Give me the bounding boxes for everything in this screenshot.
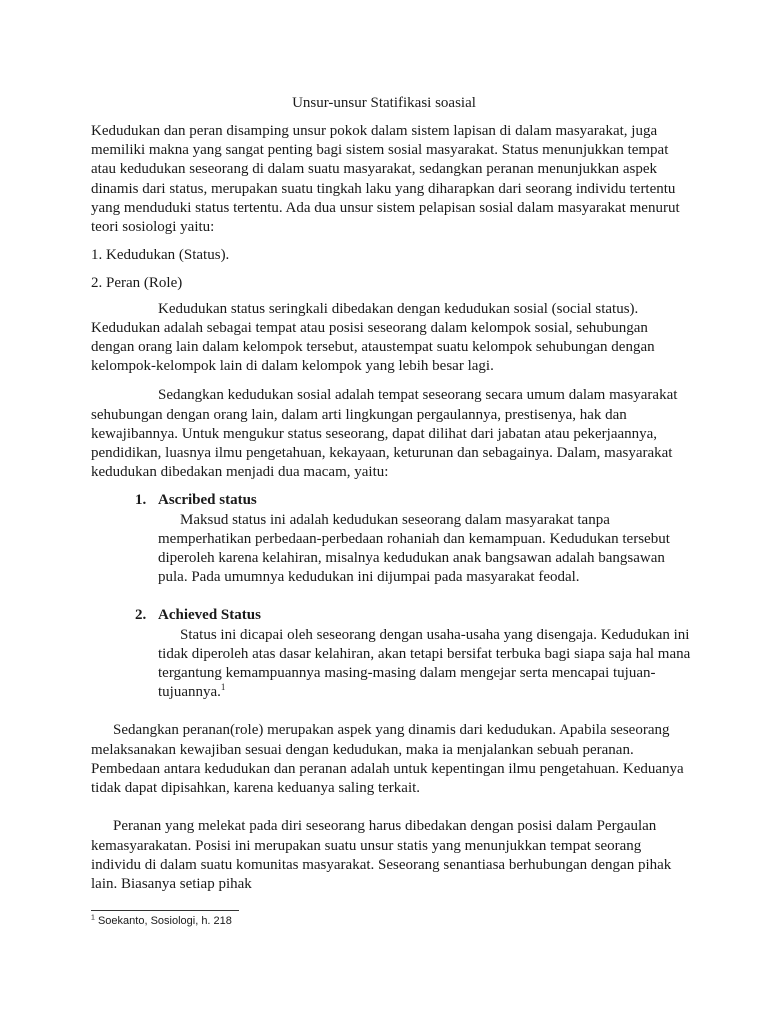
kedudukan-paragraph: Kedudukan status seringkali dibedakan dengan kedudukan sosial (social status). Kedudukan adalah sebagai tempat atau posisi seseorang dalam kelompok sosial, sehubungan dengan orang lain dalam kelompok tersebut, ataustempat suatu kelompok sehubungan dengan kelompok-kelompok lain di dalam kelompok yang lebih besar lagi. [91, 300, 655, 375]
footnote-marker: 1 [91, 914, 95, 922]
page-title: Unsur-unsur Statifikasi soasial [292, 95, 476, 111]
footnote [91, 914, 232, 928]
document-body [91, 122, 691, 894]
item-number: 2. [135, 607, 147, 624]
peranan-melekat-paragraph: Peranan yang melekat pada diri seseorang harus dibedakan dengan posisi dalam Pergaulan kemasyarakatan. Posisi ini merupakan suatu unsur statis yang menunjukkan tempat seorang individu di dalam suatu komunitas masyarakat. Seseorang senantiasa berhubungan dengan pihak lain. Biasanya setiap pihak [91, 818, 672, 892]
kedudukan-sosial-paragraph: Sedangkan kedudukan sosial adalah tempat seseorang secara umum dalam masyarakat sehubungan dengan orang lain, dalam arti lingkungan pergaulannya, prestisenya, hak dan kewajibannya. Untuk mengukur status seseorang, dapat dilihat dari jabatan atau pekerjaannya, pendidikan, luasnya ilmu pengetahuan, kekayaan, keturunan dan sebagainya. Dalam, masyarakat kedudukan dibedakan menjadi dua macam, yaitu: [91, 387, 678, 481]
peranan-paragraph: Sedangkan peranan(role) merupakan aspek yang dinamis dari kedudukan. Apabila seseorang melaksanakan kewajiban sesuai dengan kedudukan, maka ia menjalankan sebuah peranan. Pembedaan antara kedudukan dan peranan adalah untuk kepentingan ilmu pengetahuan. Keduanya tidak dapat dipisahkan, karena keduanya saling terkait. [91, 722, 684, 797]
footnote-text: Soekanto, Sosiologi, h. 218 [97, 915, 232, 927]
item-description [158, 626, 691, 703]
list-item-kedudukan: 1. Kedudukan (Status). [91, 247, 230, 264]
status-item-achieved [135, 606, 691, 702]
footnote-reference[interactable]: 1 [220, 682, 226, 693]
footnote-separator [91, 910, 239, 911]
item-description-text: Status ini dicapai oleh seseorang dengan usaha-usaha yang disengaja. Kedudukan ini tidak diperoleh atas dasar kelahiran, akan tetapi bersifat terbuka bagi siapa saja hal mana tergantung kemampuannya masing-masing dalam mengejar serta mencapai tujuan-tujuannya. [158, 626, 691, 701]
item-number: 1. [135, 492, 147, 509]
item-heading: Achieved Status [158, 607, 261, 624]
intro-paragraph: Kedudukan dan peran disamping unsur pokok dalam sistem lapisan di dalam masyarakat, juga memiliki makna yang sangat penting bagi sistem sosial masyarakat. Status menunjukkan tempat atau kedudukan seseorang di dalam suatu masyarakat, sedangkan peranan menunjukkan aspek dinamis dari status, merupakan suatu tingkah laku yang diharapkan dari seorang individu tertentu yang menduduki status tertentu. Ada dua unsur sistem pelapisan sosial dalam masyarakat menurut teori sosiologi yaitu: [91, 123, 680, 236]
list-item-peran: 2. Peran (Role) [91, 275, 183, 292]
status-item-ascribed [135, 491, 691, 587]
item-description: Maksud status ini adalah kedudukan seseorang dalam masyarakat tanpa memperhatikan perbedaan-perbedaan rohaniah dan kemampuan. Kedudukan tersebut diperoleh karena kelahiran, misalnya kedudukan anak bangsawan adalah bangsawan pula. Pada umumnya kedudukan ini dijumpai pada masyarakat feodal. [158, 511, 670, 586]
item-heading: Ascribed status [158, 492, 257, 509]
